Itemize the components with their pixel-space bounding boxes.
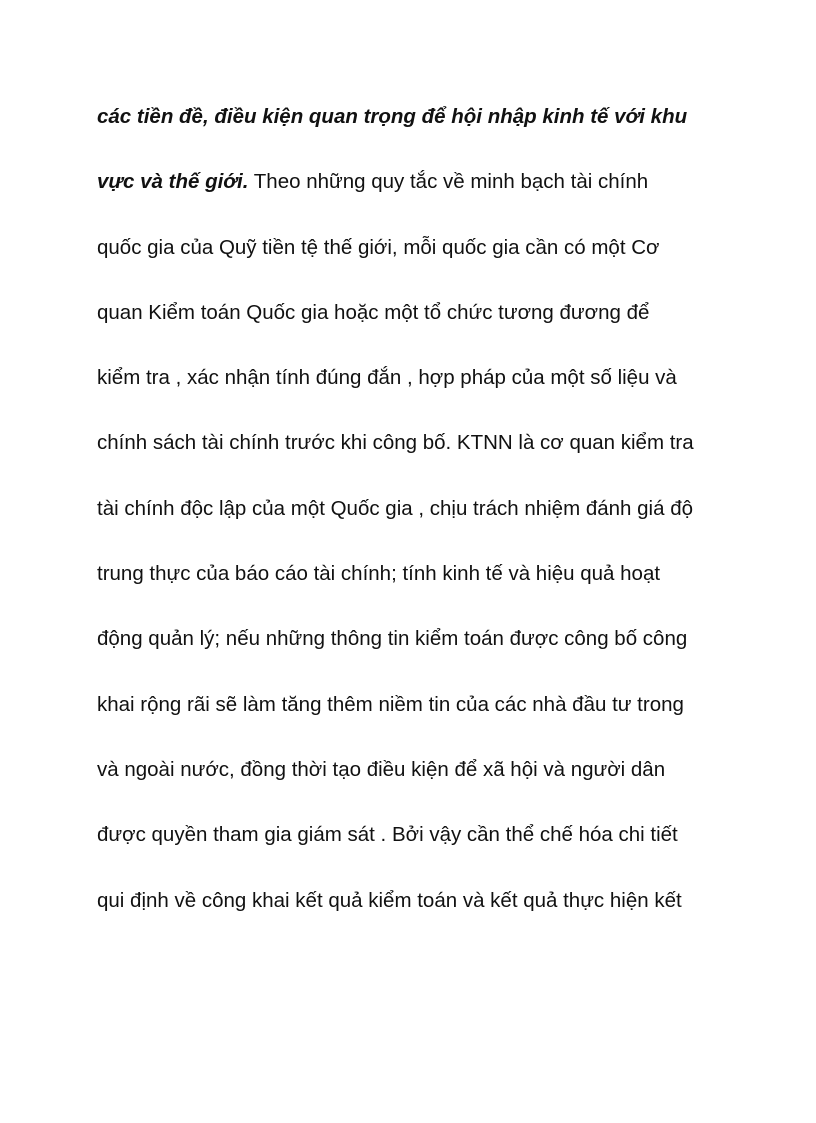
emphasis-text: các tiền đề, điều kiện quan trọng để hội nhập kinh tế với khu [97,105,688,128]
line-text: và ngoài nước, đồng thời tạo điều kiện để xã hội và người dân [97,757,666,781]
line-text: tài chính độc lập của một Quốc gia , chịu trách nhiệm đánh giá độ [97,496,694,520]
text-line-12 [97,820,737,885]
text-line-3 [97,233,737,298]
text-line-9 [97,624,737,689]
text-line-4 [97,298,737,363]
text-line-11 [97,755,737,820]
text-line-1 [97,102,737,167]
text-line-8 [97,559,737,624]
emphasis-text: vực và thế giới. [97,170,249,194]
line-text: Theo những quy tắc về minh bạch tài chính [248,170,649,194]
line-text: động quản lý; nếu những thông tin kiểm toán được công bố công [97,627,688,651]
line-text: quan Kiểm toán Quốc gia hoặc một tổ chức tương đương để [97,300,650,324]
line-text: qui định về công khai kết quả kiểm toán và kết quả thực hiện kết [97,888,682,912]
text-line-5 [97,363,737,428]
line-text: chính sách tài chính trước khi công bố. KTNN là cơ quan kiểm tra [97,431,694,455]
line-text: kiểm tra , xác nhận tính đúng đắn , hợp pháp của một số liệu và [97,366,677,390]
text-line-6 [97,428,737,493]
line-text: trung thực của báo cáo tài chính; tính kinh tế và hiệu quả hoạt [97,562,661,586]
body-paragraph [97,102,737,951]
text-line-2 [97,167,737,232]
line-text: được quyền tham gia giám sát . Bởi vậy cần thể chế hóa chi tiết [97,823,678,847]
text-line-10 [97,690,737,755]
line-text: quốc gia của Quỹ tiền tệ thế giới, mỗi quốc gia cần có một Cơ [97,235,660,259]
line-text: khai rộng rãi sẽ làm tăng thêm niềm tin của các nhà đầu tư trong [97,692,684,716]
text-line-7 [97,494,737,559]
text-line-13 [97,886,737,951]
